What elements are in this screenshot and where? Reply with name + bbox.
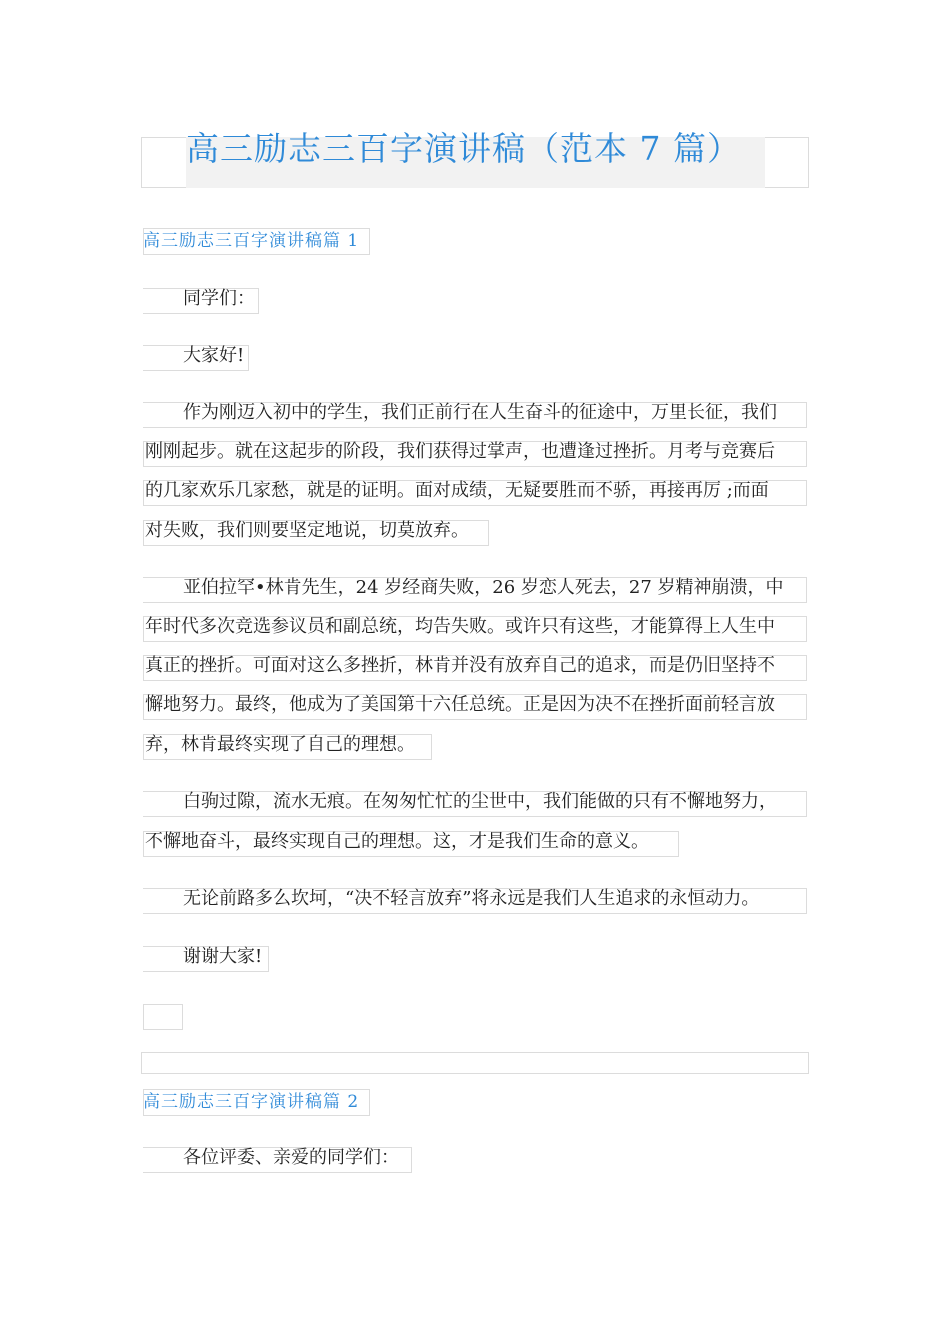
section-heading-2: 高三励志三百字演讲稿篇 2	[143, 1092, 360, 1112]
section-separator	[141, 1052, 809, 1074]
salutation: 同学们：	[183, 288, 255, 309]
greeting: 大家好!	[183, 345, 245, 366]
paragraph-line: 懈地努力。最终，他成为了美国第十六任总统。正是因为决不在挫折面前轻言放	[145, 694, 775, 715]
paragraph-line: 真正的挫折。可面对这么多挫折，林肯并没有放弃自己的追求，而是仍旧坚持不	[145, 655, 775, 676]
paragraph-line: 弃，林肯最终实现了自己的理想。	[145, 734, 415, 755]
paragraph-line: 年时代多次竞选参议员和副总统，均告失败。或许只有这些，才能算得上人生中	[145, 616, 775, 637]
paragraph-line: 对失败，我们则要坚定地说，切莫放弃。	[145, 520, 469, 541]
section-heading-1: 高三励志三百字演讲稿篇 1	[143, 231, 360, 251]
paragraph-line: 白驹过隙，流水无痕。在匆匆忙忙的尘世中，我们能做的只有不懈地努力，	[183, 791, 777, 812]
document-title: 高三励志三百字演讲稿（范本 7 篇）	[186, 129, 741, 168]
closing: 谢谢大家!	[183, 946, 263, 967]
paragraph-line: 的几家欢乐几家愁，就是的证明。面对成绩，无疑要胜而不骄，再接再厉 ;而面	[145, 480, 769, 501]
paragraph-line: 亚伯拉罕•林肯先生，24 岁经商失败，26 岁恋人死去，27 岁精神崩溃，中	[183, 577, 784, 598]
salutation: 各位评委、亲爱的同学们：	[183, 1147, 399, 1168]
paragraph-line: 刚刚起步。就在这起步的阶段，我们获得过掌声，也遭逢过挫折。月考与竞赛后	[145, 441, 775, 462]
paragraph-line: 不懈地奋斗，最终实现自己的理想。这，才是我们生命的意义。	[145, 831, 649, 852]
paragraph-line: 作为刚迈入初中的学生，我们正前行在人生奋斗的征途中，万里长征，我们	[183, 402, 777, 423]
paragraph-line: 无论前路多么坎坷，“决不轻言放弃”将永远是我们人生追求的永恒动力。	[183, 888, 760, 909]
empty-line-frame	[143, 1004, 183, 1030]
